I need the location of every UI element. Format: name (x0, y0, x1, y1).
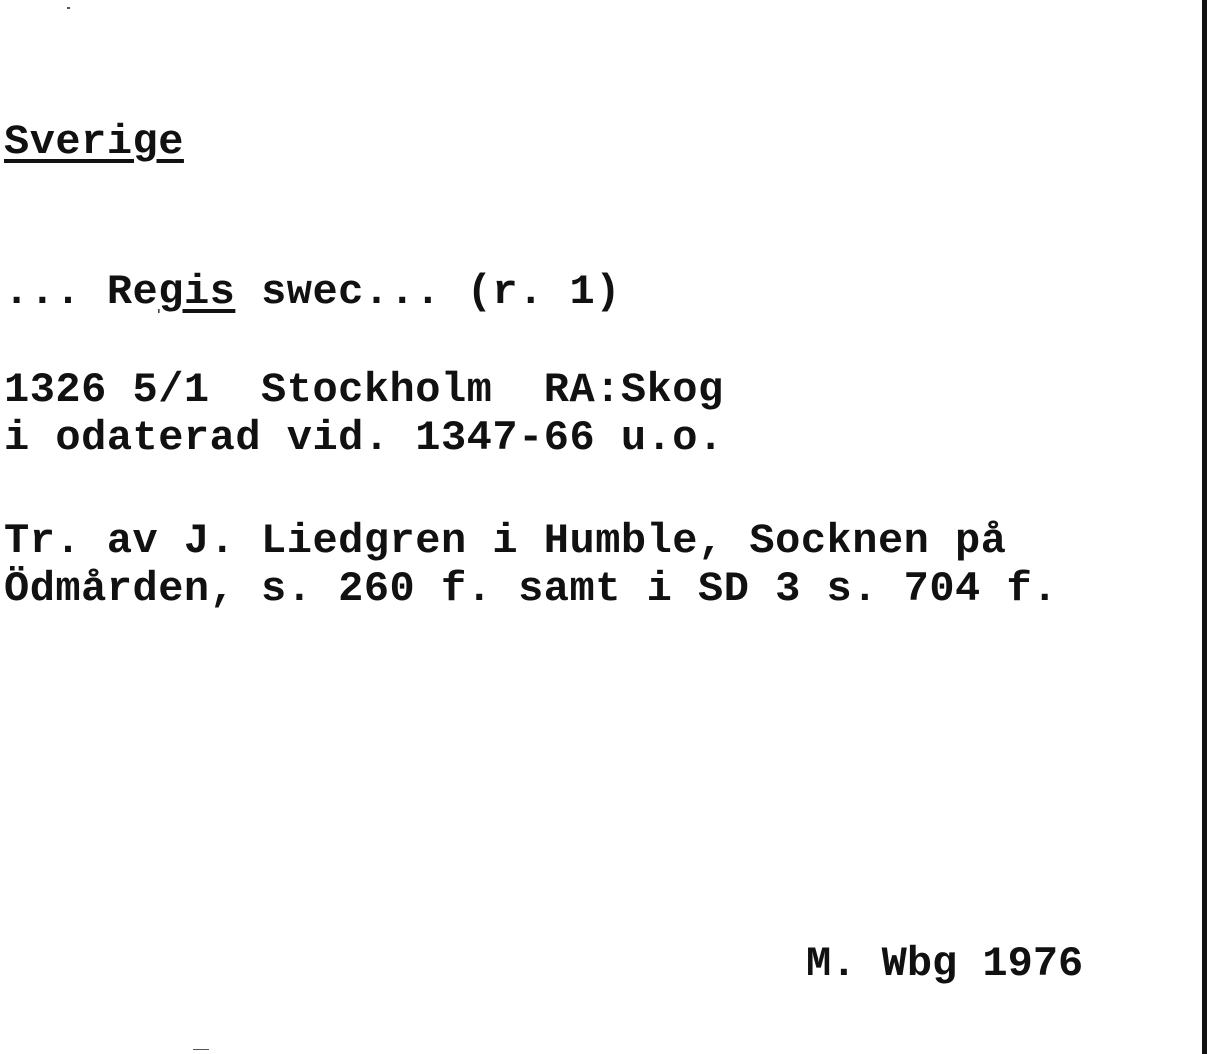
card-edge-border (1202, 0, 1207, 1054)
quote-line (4, 268, 621, 316)
quote-prefix: ... Re (4, 268, 159, 316)
quote-suffix: swec... (r. 1) (235, 268, 621, 316)
print-reference-line: Ödmården, s. 260 f. samt i SD 3 s. 704 f. (4, 565, 1058, 613)
date-place-archive-line: 1326 5/1 Stockholm RA:Skog (4, 366, 724, 414)
copy-note-line: i odaterad vid. 1347-66 u.o. (4, 414, 724, 462)
paper-speck (67, 7, 70, 9)
quote-underlined: gis (158, 268, 236, 316)
print-reference-line: Tr. av J. Liedgren i Humble, Socknen på (4, 517, 1007, 565)
paper-speck (193, 1049, 209, 1050)
signature: M. Wbg 1976 (806, 940, 1084, 988)
card-heading: Sverige (4, 118, 184, 166)
